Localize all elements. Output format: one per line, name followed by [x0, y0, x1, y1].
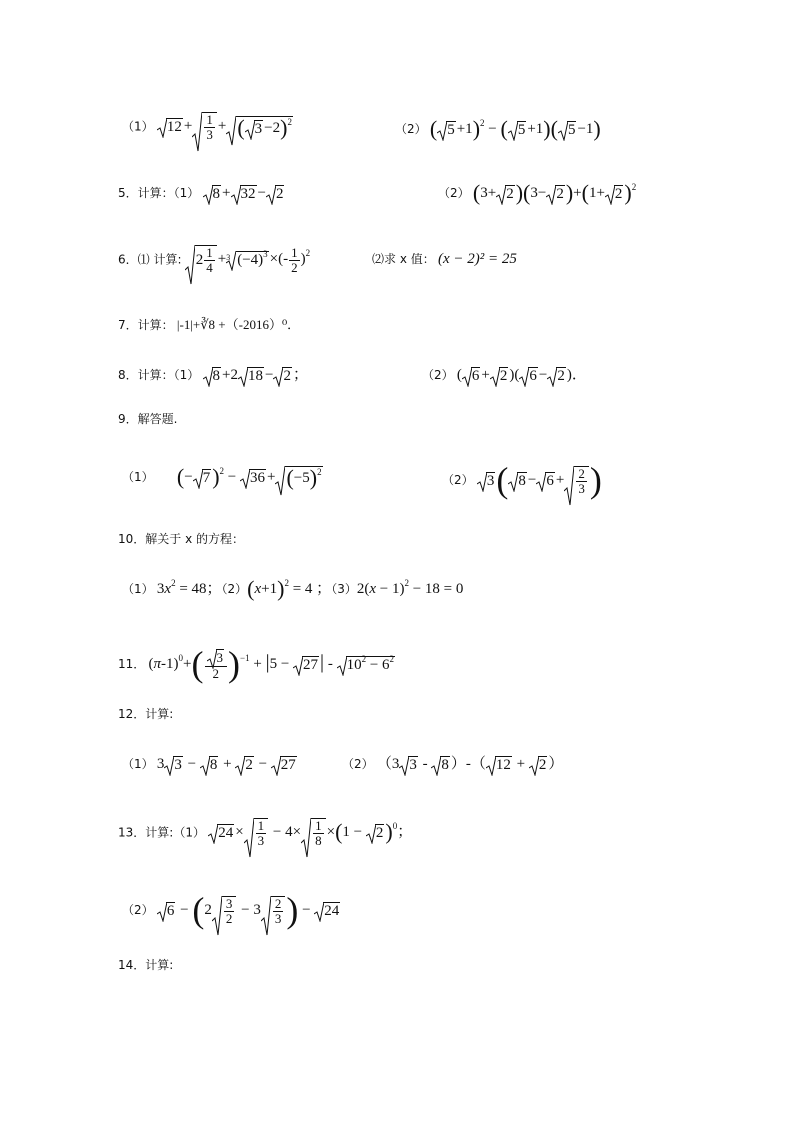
- math-expression: |-1|+∛8 +（-2016）⁰．: [176, 317, 301, 332]
- item-label: （1）: [122, 757, 154, 771]
- math-expression: 3 3 − 8 + 2 − 27: [156, 756, 296, 773]
- item-label: （1）: [122, 119, 154, 134]
- item-label: （2）: [438, 186, 470, 200]
- question-8: [118, 366, 308, 385]
- question-11: [118, 646, 396, 682]
- question-label: 8．计算：（1）: [118, 368, 200, 382]
- question-label: 14．计算:: [118, 958, 174, 972]
- math-expression: ( 5 +1)$^2$ − ( 5 +1)( 5 −1): [429, 116, 601, 141]
- math-expression: (3+ 2)(3− 2)+(1+ 2)$^2$: [472, 180, 637, 205]
- item-label: （2）: [122, 903, 154, 917]
- math-expression: (− 7)$^2$ − 36 + $(-5)^2$: [177, 469, 324, 485]
- question-9: [118, 410, 177, 428]
- math-expression: 24 × $\frac{1}{3}$ − 4× $\frac{1}{8}$ ×(1 − 2)$^0$；: [208, 824, 412, 840]
- question-label: 11．: [118, 657, 146, 671]
- question-9a: [122, 466, 324, 489]
- math-expression: 12 + $\frac{1}{3}$ + ( 3 −2)$^2$: [157, 118, 294, 134]
- item-label: （2）: [342, 757, 374, 771]
- problem-line-1: [122, 112, 294, 142]
- question-6b: [372, 250, 517, 268]
- math-expression: (x − 2)² = 25: [437, 251, 517, 267]
- math-expression: 8 +2 18 − 2 ；: [203, 367, 308, 383]
- question-8b: [422, 366, 587, 385]
- problem-line-1b: [395, 118, 601, 140]
- question-5: [118, 184, 285, 203]
- question-10-items: [122, 578, 463, 600]
- question-label: 12．计算:: [118, 707, 174, 721]
- question-10: [118, 530, 244, 548]
- question-label: 5．计算：（1）: [118, 186, 200, 200]
- question-5b: [438, 182, 636, 204]
- item-label: （2）: [422, 368, 454, 382]
- math-expression: 3( 8 − 6 + $\frac{2}{3}$ ): [477, 472, 602, 488]
- item-label: （1）: [122, 582, 154, 596]
- item-label: ⑵求 x 值：: [372, 252, 435, 266]
- question-14: [118, 956, 173, 974]
- question-12a: [122, 755, 298, 774]
- question-9b: [442, 462, 602, 498]
- question-12: [118, 705, 173, 723]
- math-expression: ( 6 + 2 )( 6 − 2 )．: [456, 367, 587, 384]
- question-label: 7．计算：: [118, 318, 174, 332]
- math-expression: $3x^2 = 48$；$(2)(x+1)^2 = 4$ ；$(3)2(x - 1)^2 - 18 = 0$: [156, 576, 464, 601]
- item-label: （2）: [395, 122, 427, 136]
- question-13: [118, 818, 412, 848]
- math-expression: （3 3 - 8 ）-（ 12 + 2 ）: [376, 756, 564, 773]
- math-expression: 2 $\frac{1}{4}$ + 3 $(-4)^3$ ×(- $\frac{1}{2}$ )$^2$: [185, 251, 310, 267]
- question-6: [118, 245, 310, 275]
- question-label: 13．计算:（1）: [118, 825, 205, 840]
- question-13b: [122, 892, 341, 928]
- question-label: 10．解关于 x 的方程：: [118, 532, 245, 546]
- question-label: 9．解答题.: [118, 412, 178, 426]
- math-expression: $(\pi-1)^0+$( $\frac{3}{2}$ )$^{-1}$ + |5 − 27 | - $10^2 - 6^2$: [148, 644, 395, 684]
- question-label: 6．⑴ 计算:: [118, 252, 182, 267]
- question-7: [118, 316, 300, 334]
- item-label: （2）: [442, 473, 474, 487]
- math-expression: 8 + 32 − 2: [203, 185, 286, 201]
- math-expression: 6 − (2 $\frac{3}{2}$ − 3 $\frac{2}{3}$ ) − 24: [157, 902, 341, 918]
- item-label: （1）: [122, 470, 154, 484]
- question-12b: [342, 755, 563, 774]
